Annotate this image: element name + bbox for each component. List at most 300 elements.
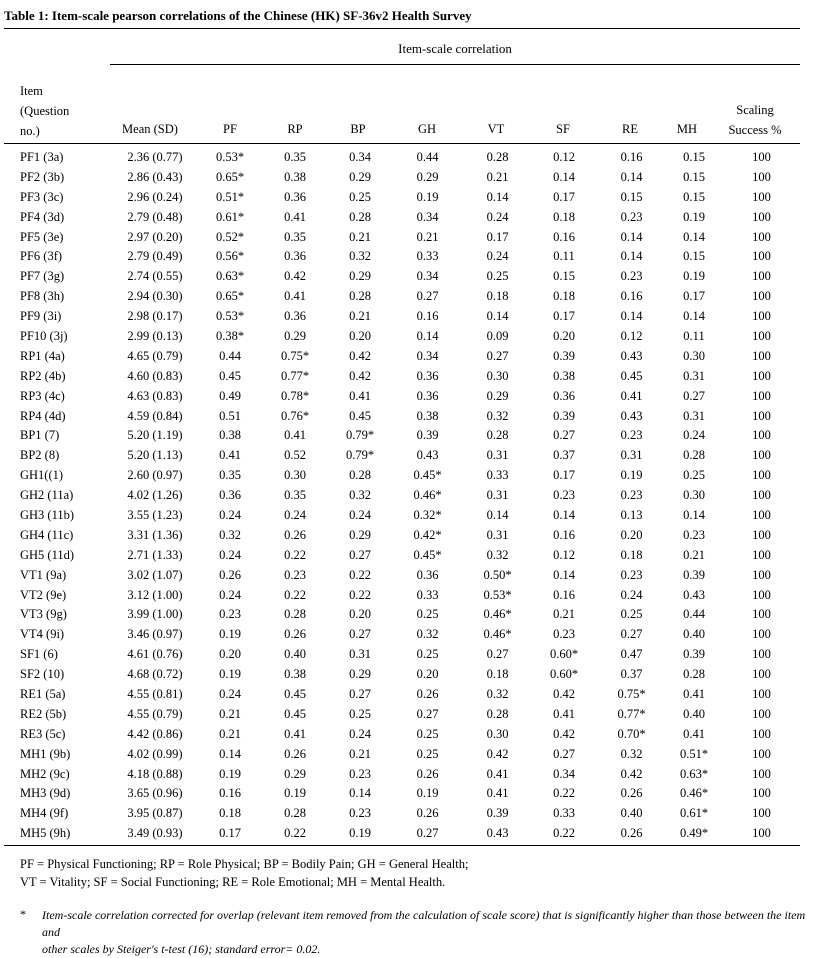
value-cell: 0.23 <box>620 428 643 443</box>
value-cell: 0.46* <box>483 607 512 622</box>
value-cell: 0.43 <box>620 408 643 423</box>
value-cell: 0.63* <box>215 269 245 284</box>
value-cell: 4.68 (0.72) <box>127 667 183 682</box>
value-cell: 3.95 (0.87) <box>127 806 183 821</box>
item-scale-correlation-header: Item-scale correlation <box>398 41 512 56</box>
table-row <box>0 286 800 306</box>
value-cell: 0.27 <box>486 647 509 662</box>
item-cell: VT4 (9i) <box>20 627 65 642</box>
table-row <box>0 306 800 326</box>
value-cell: 0.25 <box>620 607 643 622</box>
item-cell: MH2 (9c) <box>20 766 70 781</box>
item-cell: VT3 (9g) <box>20 607 67 622</box>
value-cell: 100 <box>752 766 771 781</box>
value-cell: 0.19 <box>219 667 241 682</box>
value-cell: 0.52 <box>284 448 306 463</box>
value-cell: 0.31 <box>486 527 509 542</box>
value-cell: 0.28 <box>284 607 306 622</box>
value-cell: 0.30 <box>486 726 509 741</box>
item-cell: RP1 (4a) <box>20 348 65 363</box>
value-cell: 3.12 (1.00) <box>127 587 183 602</box>
value-cell: 100 <box>752 706 771 721</box>
item-cell: RP2 (4b) <box>20 368 66 383</box>
value-cell: 0.39 <box>486 806 509 821</box>
value-cell: 2.74 (0.55) <box>127 269 183 284</box>
value-cell: 0.39 <box>416 428 439 443</box>
value-cell: 0.36 <box>284 309 306 324</box>
value-cell: 0.27 <box>416 826 439 841</box>
value-cell: 0.30 <box>683 348 705 363</box>
value-cell: 0.42 <box>553 686 575 701</box>
value-cell: 0.26 <box>416 806 439 821</box>
value-cell: 100 <box>752 667 771 682</box>
value-cell: 2.96 (0.24) <box>127 189 183 204</box>
column-header-pf: PF <box>223 122 237 136</box>
value-cell: 0.41 <box>284 289 306 304</box>
value-cell: 0.28 <box>284 806 306 821</box>
value-cell: 0.76* <box>280 408 310 423</box>
value-cell: 0.34 <box>553 766 575 781</box>
value-cell: 0.11 <box>683 328 705 343</box>
table-row <box>0 227 800 247</box>
value-cell: 0.16 <box>553 527 575 542</box>
value-cell: 0.39 <box>553 408 575 423</box>
value-cell: 0.28 <box>349 468 371 483</box>
table-row <box>0 704 800 724</box>
value-cell: 0.24 <box>219 686 241 701</box>
table-row <box>0 525 800 545</box>
value-cell: 0.17 <box>219 826 241 841</box>
value-cell: 0.28 <box>349 289 371 304</box>
value-cell: 2.94 (0.30) <box>127 289 183 304</box>
value-cell: 0.27 <box>416 289 439 304</box>
significance-footnote-line: Item-scale correlation corrected for overlap (relevant item removed from the calculation of scale score) that is significantly higher than those between the item and <box>42 908 806 939</box>
table-row <box>0 724 800 744</box>
value-cell: 0.43 <box>416 448 439 463</box>
value-cell: 0.22 <box>349 567 371 582</box>
value-cell: 0.45 <box>349 408 371 423</box>
value-cell: 0.38 <box>284 667 306 682</box>
value-cell: 0.53* <box>483 587 512 602</box>
value-cell: 3.55 (1.23) <box>127 507 183 522</box>
value-cell: 0.22 <box>553 786 575 801</box>
value-cell: 0.20 <box>416 667 439 682</box>
value-cell: 0.32 <box>219 527 241 542</box>
value-cell: 0.27 <box>349 627 371 642</box>
value-cell: 0.25 <box>416 647 439 662</box>
value-cell: 0.79* <box>345 428 375 443</box>
value-cell: 0.75* <box>280 348 310 363</box>
table-row <box>0 465 800 485</box>
value-cell: 0.33 <box>486 468 509 483</box>
value-cell: 0.21 <box>219 726 241 741</box>
value-cell: 0.29 <box>349 169 371 184</box>
value-cell: 0.25 <box>683 468 705 483</box>
value-cell: 100 <box>752 746 771 761</box>
value-cell: 100 <box>752 786 771 801</box>
table-row <box>0 425 800 445</box>
value-cell: 0.61* <box>215 209 245 224</box>
value-cell: 0.26 <box>416 686 439 701</box>
value-cell: 0.41 <box>683 726 705 741</box>
value-cell: 0.32* <box>413 507 442 522</box>
value-cell: 0.22 <box>349 587 371 602</box>
item-cell: BP2 (8) <box>20 448 60 463</box>
value-cell: 100 <box>752 189 771 204</box>
value-cell: 100 <box>752 149 771 164</box>
value-cell: 0.15 <box>620 189 643 204</box>
item-column-header <box>20 81 69 141</box>
value-cell: 0.42 <box>553 726 575 741</box>
value-cell: 0.31 <box>486 488 509 503</box>
value-cell: 0.34 <box>349 149 371 164</box>
value-cell: 100 <box>752 567 771 582</box>
value-cell: 0.24 <box>620 587 643 602</box>
value-cell: 100 <box>752 607 771 622</box>
value-cell: 3.65 (0.96) <box>127 786 183 801</box>
value-cell: 0.16 <box>620 289 643 304</box>
value-cell: 0.29 <box>284 766 306 781</box>
value-cell: 4.55 (0.81) <box>127 686 183 701</box>
value-cell: 100 <box>752 249 771 264</box>
table-row <box>0 505 800 525</box>
value-cell: 0.13 <box>620 507 643 522</box>
value-cell: 2.79 (0.49) <box>127 249 183 264</box>
value-cell: 3.49 (0.93) <box>127 826 183 841</box>
value-cell: 0.36 <box>416 388 439 403</box>
value-cell: 4.55 (0.79) <box>127 706 183 721</box>
value-cell: 0.41 <box>349 388 371 403</box>
value-cell: 2.98 (0.17) <box>127 309 183 324</box>
value-cell: 0.18 <box>553 209 575 224</box>
table-title: Table 1: Item-scale pearson correlations of the Chinese (HK) SF-36v2 Health Survey <box>4 8 472 23</box>
value-cell: 5.20 (1.19) <box>127 428 183 443</box>
item-cell: GH5 (11d) <box>20 547 75 562</box>
value-cell: 0.27 <box>553 428 575 443</box>
value-cell: 0.24 <box>284 507 306 522</box>
value-cell: 100 <box>752 806 771 821</box>
value-cell: 0.41 <box>284 209 306 224</box>
item-cell: VT2 (9e) <box>20 587 67 602</box>
value-cell: 0.44 <box>683 607 705 622</box>
column-header-sf: SF <box>556 122 570 136</box>
value-cell: 0.37 <box>620 667 643 682</box>
table-row <box>0 565 800 585</box>
item-cell: RP3 (4c) <box>20 388 65 403</box>
value-cell: 0.36 <box>416 368 439 383</box>
value-cell: 0.27 <box>349 686 371 701</box>
value-cell: 0.36 <box>284 249 306 264</box>
value-cell: 0.41 <box>486 786 509 801</box>
value-cell: 0.20 <box>349 607 371 622</box>
value-cell: 0.38* <box>215 328 245 343</box>
table-row <box>0 624 800 644</box>
value-cell: 0.14 <box>683 507 705 522</box>
value-cell: 100 <box>752 527 771 542</box>
value-cell: 0.65* <box>215 169 245 184</box>
value-cell: 0.14 <box>683 229 705 244</box>
value-cell: 0.35 <box>284 229 306 244</box>
scaling-success-header <box>725 100 785 140</box>
table-row <box>0 744 800 764</box>
value-cell: 0.15 <box>683 189 705 204</box>
table-row <box>0 784 800 804</box>
table-row <box>0 545 800 565</box>
value-cell: 0.14 <box>553 567 575 582</box>
value-cell: 0.37 <box>553 448 575 463</box>
value-cell: 0.38 <box>553 368 575 383</box>
item-cell: GH1((1) <box>20 468 64 483</box>
value-cell: 0.41 <box>620 388 643 403</box>
value-cell: 100 <box>752 647 771 662</box>
scaling-header-line: Scaling <box>736 103 774 117</box>
value-cell: 0.14 <box>553 169 575 184</box>
table-row <box>0 326 800 346</box>
value-cell: 4.02 (1.26) <box>127 488 183 503</box>
item-cell: GH2 (11a) <box>20 488 74 503</box>
value-cell: 0.23 <box>349 806 371 821</box>
item-cell: PF4 (3d) <box>20 209 65 224</box>
value-cell: 0.41 <box>284 428 306 443</box>
value-cell: 0.16 <box>553 229 575 244</box>
value-cell: 0.30 <box>683 488 705 503</box>
footnote-marker: * <box>20 907 26 921</box>
value-cell: 0.14 <box>620 169 643 184</box>
item-cell: PF7 (3g) <box>20 269 65 284</box>
value-cell: 0.77* <box>280 368 310 383</box>
item-cell: PF2 (3b) <box>20 169 65 184</box>
value-cell: 0.27 <box>416 706 439 721</box>
value-cell: 0.14 <box>486 309 509 324</box>
value-cell: 0.45 <box>219 368 241 383</box>
value-cell: 0.27 <box>349 547 371 562</box>
value-cell: 0.61* <box>679 806 709 821</box>
value-cell: 0.42 <box>349 348 371 363</box>
value-cell: 0.45 <box>284 686 306 701</box>
value-cell: 0.16 <box>416 309 439 324</box>
value-cell: 0.22 <box>284 547 306 562</box>
value-cell: 0.43 <box>683 587 705 602</box>
value-cell: 100 <box>752 229 771 244</box>
value-cell: 0.26 <box>284 527 306 542</box>
value-cell: 0.60* <box>549 647 579 662</box>
value-cell: 0.27 <box>683 388 705 403</box>
value-cell: 0.53* <box>215 149 245 164</box>
item-cell: VT1 (9a) <box>20 567 67 582</box>
significance-footnote-line: other scales by Steiger's t-test (16); standard error= 0.02. <box>42 942 321 956</box>
value-cell: 0.15 <box>553 269 575 284</box>
value-cell: 0.18 <box>553 289 575 304</box>
value-cell: 0.17 <box>683 289 705 304</box>
value-cell: 0.33 <box>416 249 439 264</box>
value-cell: 0.40 <box>683 706 705 721</box>
item-cell: RE3 (5c) <box>20 726 66 741</box>
value-cell: 0.28 <box>349 209 371 224</box>
value-cell: 0.56* <box>215 249 245 264</box>
value-cell: 0.49 <box>219 388 241 403</box>
value-cell: 0.24 <box>219 547 241 562</box>
value-cell: 0.15 <box>683 149 705 164</box>
value-cell: 0.44 <box>219 348 241 363</box>
table-row <box>0 386 800 406</box>
value-cell: 0.40 <box>620 806 643 821</box>
item-header-line: (Question <box>20 104 70 118</box>
value-cell: 0.51 <box>219 408 241 423</box>
value-cell: 0.24 <box>219 507 241 522</box>
value-cell: 0.77* <box>617 706 646 721</box>
value-cell: 0.14 <box>486 189 509 204</box>
value-cell: 0.29 <box>349 269 371 284</box>
value-cell: 100 <box>752 408 771 423</box>
value-cell: 0.25 <box>349 189 371 204</box>
value-cell: 0.30 <box>486 368 509 383</box>
value-cell: 0.09 <box>486 328 509 343</box>
table-row <box>0 167 800 187</box>
value-cell: 0.38 <box>219 428 241 443</box>
value-cell: 0.23 <box>620 209 643 224</box>
value-cell: 0.21 <box>683 547 705 562</box>
value-cell: 4.60 (0.83) <box>127 368 183 383</box>
value-cell: 0.23 <box>620 567 643 582</box>
value-cell: 0.21 <box>219 706 241 721</box>
value-cell: 0.29 <box>284 328 306 343</box>
value-cell: 0.78* <box>280 388 310 403</box>
value-cell: 100 <box>752 826 771 841</box>
item-cell: RP4 (4d) <box>20 408 66 423</box>
value-cell: 0.11 <box>553 249 575 264</box>
value-cell: 4.63 (0.83) <box>127 388 183 403</box>
value-cell: 100 <box>752 627 771 642</box>
value-cell: 0.18 <box>219 806 241 821</box>
value-cell: 0.40 <box>683 627 705 642</box>
value-cell: 4.59 (0.84) <box>127 408 183 423</box>
value-cell: 0.18 <box>620 547 643 562</box>
subheader-rule <box>110 64 800 65</box>
value-cell: 2.36 (0.77) <box>127 149 183 164</box>
value-cell: 0.22 <box>284 826 306 841</box>
value-cell: 0.24 <box>349 507 371 522</box>
value-cell: 0.38 <box>284 169 306 184</box>
value-cell: 3.31 (1.36) <box>127 527 183 542</box>
value-cell: 0.14 <box>219 746 241 761</box>
value-cell: 0.24 <box>219 587 241 602</box>
value-cell: 0.32 <box>349 488 371 503</box>
value-cell: 0.28 <box>683 448 705 463</box>
value-cell: 0.32 <box>486 686 509 701</box>
item-cell: PF1 (3a) <box>20 149 64 164</box>
value-cell: 0.24 <box>683 428 705 443</box>
item-cell: RE1 (5a) <box>20 686 66 701</box>
value-cell: 100 <box>752 348 771 363</box>
value-cell: 0.23 <box>349 766 371 781</box>
value-cell: 100 <box>752 269 771 284</box>
value-cell: 0.25 <box>416 726 439 741</box>
column-header-bp: BP <box>350 122 366 136</box>
table-row <box>0 207 800 227</box>
value-cell: 0.33 <box>416 587 439 602</box>
value-cell: 3.46 (0.97) <box>127 627 183 642</box>
value-cell: 0.14 <box>553 507 575 522</box>
table-row <box>0 346 800 366</box>
value-cell: 0.21 <box>349 229 371 244</box>
value-cell: 0.29 <box>349 667 371 682</box>
value-cell: 0.14 <box>620 309 643 324</box>
value-cell: 0.14 <box>620 249 643 264</box>
value-cell: 0.28 <box>683 667 705 682</box>
value-cell: 0.46* <box>413 488 442 503</box>
value-cell: 0.23 <box>683 527 705 542</box>
bottom-rule <box>4 845 800 846</box>
table-row <box>0 764 800 784</box>
value-cell: 0.21 <box>553 607 575 622</box>
value-cell: 0.75* <box>617 686 646 701</box>
value-cell: 0.45 <box>284 706 306 721</box>
value-cell: 100 <box>752 587 771 602</box>
value-cell: 100 <box>752 428 771 443</box>
value-cell: 0.41 <box>284 726 306 741</box>
value-cell: 0.17 <box>553 189 575 204</box>
value-cell: 0.28 <box>486 706 509 721</box>
value-cell: 0.14 <box>349 786 371 801</box>
value-cell: 0.47 <box>620 647 643 662</box>
value-cell: 0.22 <box>553 826 575 841</box>
item-cell: PF3 (3c) <box>20 189 64 204</box>
value-cell: 0.12 <box>553 149 575 164</box>
value-cell: 0.79* <box>345 448 375 463</box>
value-cell: 0.16 <box>219 786 241 801</box>
value-cell: 0.27 <box>486 348 509 363</box>
table-row <box>0 246 800 266</box>
table-row <box>0 644 800 664</box>
value-cell: 0.19 <box>284 786 306 801</box>
value-cell: 0.18 <box>486 289 509 304</box>
table-row <box>0 803 800 823</box>
table-row <box>0 684 800 704</box>
value-cell: 0.39 <box>683 567 705 582</box>
value-cell: 0.29 <box>486 388 509 403</box>
item-cell: SF2 (10) <box>20 667 65 682</box>
value-cell: 0.23 <box>284 567 306 582</box>
value-cell: 0.20 <box>553 328 575 343</box>
value-cell: 0.45* <box>413 547 442 562</box>
value-cell: 0.51* <box>215 189 245 204</box>
item-cell: GH4 (11c) <box>20 527 74 542</box>
value-cell: 0.49* <box>679 826 709 841</box>
item-cell: GH3 (11b) <box>20 507 75 522</box>
top-rule <box>4 28 800 29</box>
value-cell: 0.36 <box>553 388 575 403</box>
value-cell: 0.38 <box>416 408 439 423</box>
table-row <box>0 823 800 843</box>
item-header-line: Item <box>20 84 43 98</box>
value-cell: 2.71 (1.33) <box>127 547 183 562</box>
value-cell: 100 <box>752 726 771 741</box>
item-cell: PF6 (3f) <box>20 249 63 264</box>
value-cell: 0.25 <box>416 746 439 761</box>
value-cell: 0.36 <box>284 189 306 204</box>
value-cell: 0.14 <box>620 229 643 244</box>
value-cell: 0.18 <box>486 667 509 682</box>
header-rule <box>4 143 800 144</box>
column-header-vt: VT <box>487 122 505 136</box>
value-cell: 0.60* <box>549 667 579 682</box>
value-cell: 0.15 <box>683 249 705 264</box>
value-cell: 0.46* <box>679 786 709 801</box>
item-cell: PF10 (3j) <box>20 328 68 343</box>
scaling-header-line: Success % <box>728 123 782 137</box>
value-cell: 0.20 <box>349 328 371 343</box>
value-cell: 0.46* <box>483 627 512 642</box>
